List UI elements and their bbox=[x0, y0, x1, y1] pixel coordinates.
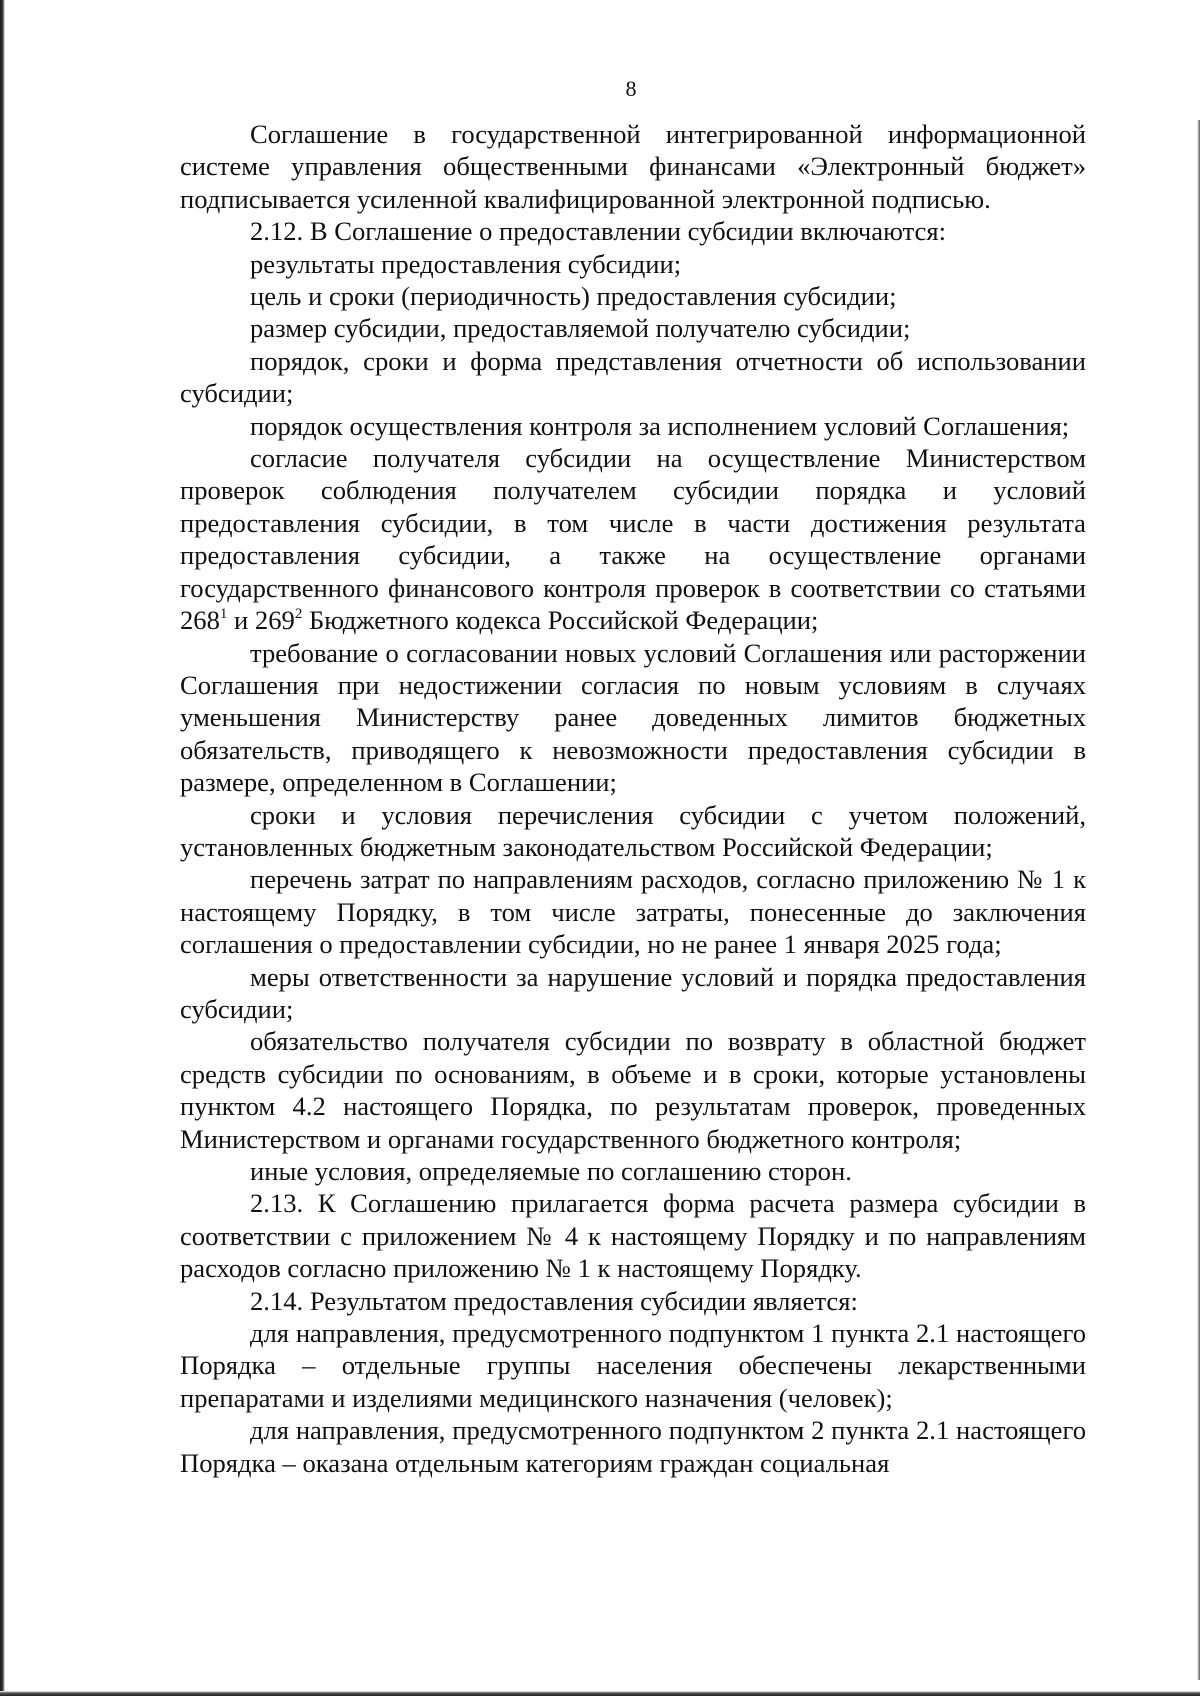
list-item-costs: перечень затрат по направлениям расходов, согласно приложению № 1 к настоящему Порядку, в том числе затраты, понесенные до заключения соглашения о предоставлении субсидии, но не ранее 1 января 2025 года; bbox=[180, 864, 1086, 960]
superscript-1: 1 bbox=[219, 606, 228, 623]
paragraph-2-13: 2.13. К Соглашению прилагается форма расчета размера субсидии в соответствии с приложением № 4 к настоящему Порядку и по направлениям расходов согласно приложению № 1 к настоящему Порядку. bbox=[180, 1188, 1086, 1284]
paragraph-signature: Соглашение в государственной интегрированной информационной системе управления общественными финансами «Электронный бюджет» подписывается усиленной квалифицированной электронной подписью. bbox=[180, 119, 1086, 214]
list-item-other: иные условия, определяемые по соглашению сторон. bbox=[250, 1156, 852, 1186]
list-item-transfer-terms: сроки и условия перечисления субсидии с учетом положений, установленных бюджетным законодательством Российской Федерации; bbox=[180, 799, 1086, 862]
list-item-refund: обязательство получателя субсидии по возврату в областной бюджет средств субсидии по основаниям, в объеме и в сроки, которые установлены пунктом 4.2 настоящего Порядка, по результатам проверок, проведенных Министерством и органами государственного бюджетного контроля; bbox=[180, 1026, 1086, 1154]
result-item-1: для направления, предусмотренного подпунктом 1 пункта 2.1 настоящего Порядка – отдельные группы населения обеспечены лекарственными препаратами и изделиями медицинского назначения (человек); bbox=[180, 1318, 1086, 1413]
list-item-inspections bbox=[180, 442, 1086, 636]
inspections-text: согласие получателя субсидии на осуществление Министерством проверок соблюдения получателем субсидии порядка и условий предоставления субсидии, в том числе в части достижения результата предоставления субсидии, а также на осуществление органами государственного финансового контроля проверок в соответствии со статьями 268 bbox=[180, 443, 1086, 636]
document-body bbox=[180, 118, 1086, 1479]
superscript-2: 2 bbox=[294, 606, 303, 623]
result-item-2: для направления, предусмотренного подпунктом 2 пункта 2.1 настоящего Порядка – оказана отдельным категориям граждан социальная bbox=[180, 1415, 1086, 1478]
inspections-end: Бюджетного кодекса Российской Федерации; bbox=[302, 605, 819, 636]
paragraph-2-12: 2.12. В Соглашение о предоставлении субсидии включаются: bbox=[250, 216, 946, 247]
paragraph-2-14: 2.14. Результатом предоставления субсидии является: bbox=[250, 1285, 858, 1316]
list-item-control: порядок осуществления контроля за исполнением условий Соглашения; bbox=[250, 410, 1070, 441]
list-item-reporting: порядок, сроки и форма представления отчетности об использовании субсидии; bbox=[180, 345, 1086, 409]
list-item-amount: размер субсидии, предоставляемой получателю субсидии; bbox=[250, 313, 911, 344]
scan-left-edge bbox=[0, 0, 5, 1696]
inspections-and: и 269 bbox=[227, 605, 295, 636]
list-item-results: результаты предоставления субсидии; bbox=[250, 248, 682, 279]
scan-bottom-edge bbox=[0, 1691, 1200, 1696]
list-item-liability: меры ответственности за нарушение условий и порядка предоставления субсидии; bbox=[180, 961, 1086, 1024]
page-number: 8 bbox=[625, 76, 637, 101]
list-item-goal: цель и сроки (периодичность) предоставления субсидии; bbox=[250, 281, 897, 312]
list-item-renegotiation: требование о согласовании новых условий Соглашения или расторжении Соглашения при недостижении согласия по новым условиям в случаях уменьшения Министерству ранее доведенных лимитов бюджетных обязательств, приводящего к невозможности предоставления субсидии в размере, определенном в Соглашении; bbox=[180, 637, 1086, 798]
